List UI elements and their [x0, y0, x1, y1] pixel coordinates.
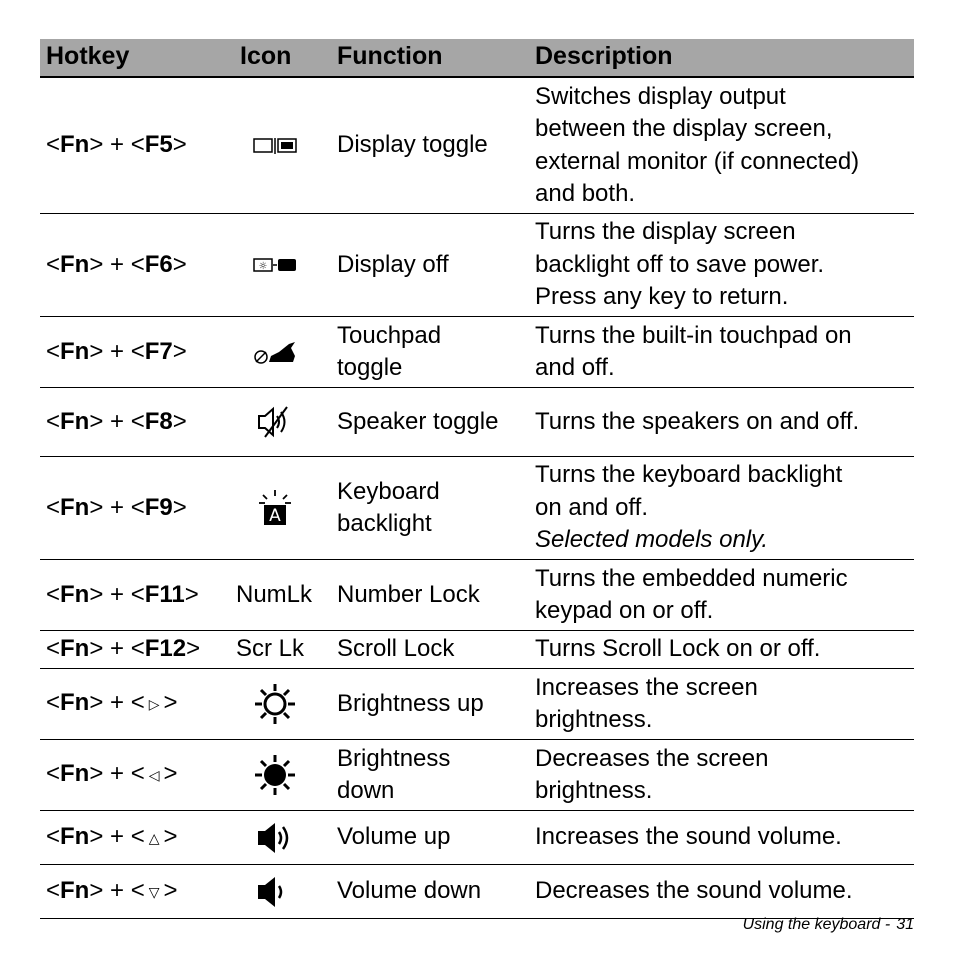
description-cell: Turns Scroll Lock on or off. — [535, 635, 821, 663]
hotkey-cell: <Fn> + <F11> — [46, 580, 199, 608]
display-toggle-icon — [226, 78, 324, 213]
table-row — [40, 78, 914, 214]
table-row — [40, 865, 914, 919]
volume-down-icon — [226, 865, 324, 918]
description-cell: Decreases the screen brightness. — [535, 744, 769, 804]
description-cell: Turns the embedded numeric keypad on or off. — [535, 564, 848, 624]
hotkey-cell: <Fn> + < ▷ > — [46, 669, 236, 739]
description-cell: Turns the keyboard backlight on and off. Selected models only. — [535, 457, 914, 559]
table-row — [40, 669, 914, 740]
description-cell: Switches display output between the display screen, external monitor (if connected) and both. — [535, 82, 860, 207]
function-cell: Number Lock — [337, 580, 480, 608]
function-cell: Speaker toggle — [337, 407, 499, 435]
table-row — [40, 457, 914, 560]
header-function: Function — [337, 42, 443, 70]
hotkey-cell: <Fn> + <F9> — [46, 493, 187, 521]
table-row — [40, 214, 914, 317]
table-row — [40, 811, 914, 865]
description-cell: Turns the display screen backlight off to save power. Press any key to return. — [535, 218, 825, 311]
description-cell: Increases the sound volume. — [535, 823, 842, 851]
page-number: 31 — [896, 916, 914, 933]
icon-text: Scr Lk — [236, 635, 305, 663]
hotkey-cell: <Fn> + <F7> — [46, 337, 187, 365]
function-cell: Scroll Lock — [337, 635, 455, 663]
hotkey-cell: <Fn> + <F12> — [46, 635, 201, 663]
hotkey-cell: <Fn> + <F6> — [46, 250, 187, 278]
brightness-up-icon — [226, 669, 324, 739]
icon-text: NumLk — [236, 580, 313, 608]
arrow-key-symbol: △ — [148, 829, 160, 846]
volume-up-icon — [226, 811, 324, 864]
keyboard-backlight-icon — [226, 457, 324, 559]
arrow-key-symbol: ◁ — [148, 767, 160, 784]
footer-text: Using the keyboard - — [742, 916, 891, 933]
model-note: Selected models only. — [535, 526, 769, 554]
table-row — [40, 388, 914, 457]
hotkey-cell: <Fn> + <F8> — [46, 407, 187, 435]
table-row — [40, 317, 914, 388]
display-off-icon — [226, 214, 324, 316]
function-cell: Touchpad toggle — [337, 321, 442, 381]
description-cell: Turns the built-in touchpad on and off. — [535, 321, 852, 381]
function-cell: Volume down — [337, 877, 482, 905]
description-cell: Increases the screen brightness. — [535, 673, 758, 733]
function-cell: Volume up — [337, 823, 451, 851]
arrow-key-symbol: ▷ — [148, 696, 160, 713]
table-header — [40, 39, 914, 78]
function-cell: Display toggle — [337, 131, 488, 159]
function-cell: Brightness up — [337, 689, 484, 717]
hotkey-cell: <Fn> + < ▽ > — [46, 865, 236, 918]
speaker-toggle-icon — [226, 388, 324, 456]
hotkey-cell: <Fn> + < △ > — [46, 811, 236, 864]
table-row — [40, 560, 914, 631]
brightness-down-icon — [226, 740, 324, 810]
function-cell: Display off — [337, 250, 449, 278]
hotkey-table — [40, 39, 914, 919]
page-footer — [743, 916, 914, 934]
touchpad-toggle-icon — [226, 317, 324, 387]
function-cell: Brightness down — [337, 744, 451, 804]
description-cell: Turns the speakers on and off. — [535, 407, 860, 435]
table-row — [40, 740, 914, 811]
description-cell: Decreases the sound volume. — [535, 877, 853, 905]
table-row — [40, 631, 914, 669]
hotkey-cell: <Fn> + <F5> — [46, 131, 187, 159]
header-icon: Icon — [240, 42, 292, 70]
header-hotkey: Hotkey — [46, 42, 130, 70]
function-cell: Keyboard backlight — [337, 477, 440, 537]
svg-text:A: A — [269, 506, 281, 526]
arrow-key-symbol: ▽ — [148, 883, 160, 900]
svg-text:☼: ☼ — [258, 261, 268, 272]
header-description: Description — [535, 42, 673, 70]
hotkey-cell: <Fn> + < ◁ > — [46, 740, 236, 810]
